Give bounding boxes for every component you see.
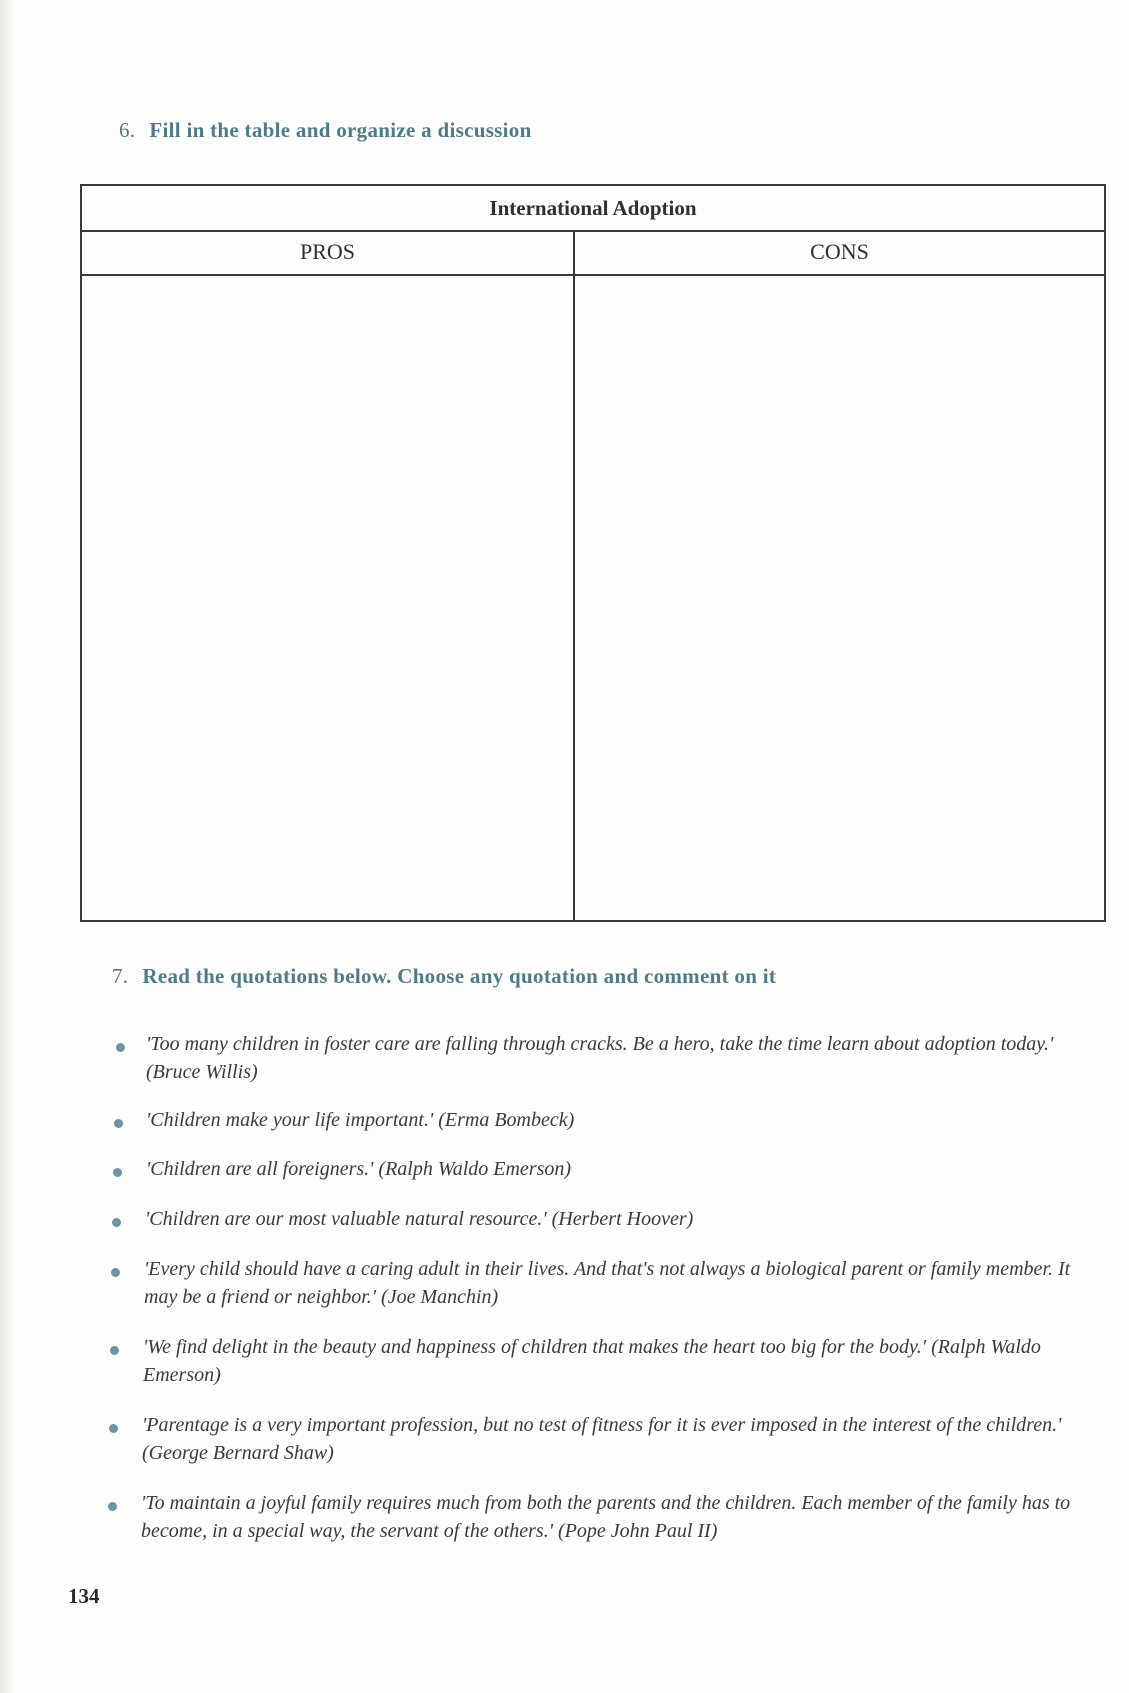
section-6-heading bbox=[119, 118, 532, 143]
quotation-item: 'Too many children in foster care are falling through cracks. Be a hero, take the time learn about adoption today.' (Bruce Willis) bbox=[146, 1033, 1054, 1083]
quotation-item: 'To maintain a joyful family requires much from both the parents and the children. Each member of the family has to become, in a special way, the servant of the others.' (Pope John Paul II) bbox=[141, 1492, 1071, 1542]
section-7-number: 7. bbox=[112, 964, 129, 988]
bullet-icon bbox=[113, 1168, 122, 1177]
quotation-item: 'We find delight in the beauty and happiness of children that makes the heart too big for the body.' (Ralph Waldo Emerson) bbox=[143, 1336, 1041, 1386]
section-6-number: 6. bbox=[119, 118, 136, 142]
bullet-icon bbox=[111, 1268, 120, 1277]
page-edge-shadow bbox=[0, 0, 14, 1693]
table-title: International Adoption bbox=[82, 186, 1104, 232]
column-divider bbox=[573, 230, 575, 920]
quotation-item: 'Children are our most valuable natural resource.' (Herbert Hoover) bbox=[145, 1208, 694, 1230]
section-7-heading bbox=[112, 964, 776, 989]
page-number: 134 bbox=[68, 1584, 100, 1608]
quotation-item: 'Every child should have a caring adult in their lives. And that's not always a biological parent or family member. It may be a friend or neighbor.' (Joe Manchin) bbox=[144, 1258, 1071, 1308]
cons-column-header: CONS bbox=[810, 239, 869, 264]
quotation-item: 'Children make your life important.' (Erma Bombeck) bbox=[146, 1109, 575, 1131]
bullet-icon bbox=[116, 1043, 125, 1052]
quotation-item: 'Children are all foreigners.' (Ralph Waldo Emerson) bbox=[146, 1158, 572, 1180]
bullet-icon bbox=[109, 1424, 118, 1433]
table-header-row bbox=[82, 230, 1104, 276]
pros-cons-table bbox=[80, 184, 1106, 922]
bullet-icon bbox=[114, 1119, 123, 1128]
section-6-title: Fill in the table and organize a discussion bbox=[149, 118, 532, 142]
bullet-icon bbox=[108, 1502, 117, 1511]
bullet-icon bbox=[110, 1346, 119, 1355]
bullet-icon bbox=[112, 1218, 121, 1227]
quotation-item: 'Parentage is a very important profession, but no test of fitness for it is ever imposed in the interest of the children.' (George Bernard Shaw) bbox=[142, 1414, 1062, 1464]
section-7-title: Read the quotations below. Choose any quotation and comment on it bbox=[142, 964, 777, 988]
pros-column-header: PROS bbox=[299, 239, 356, 264]
